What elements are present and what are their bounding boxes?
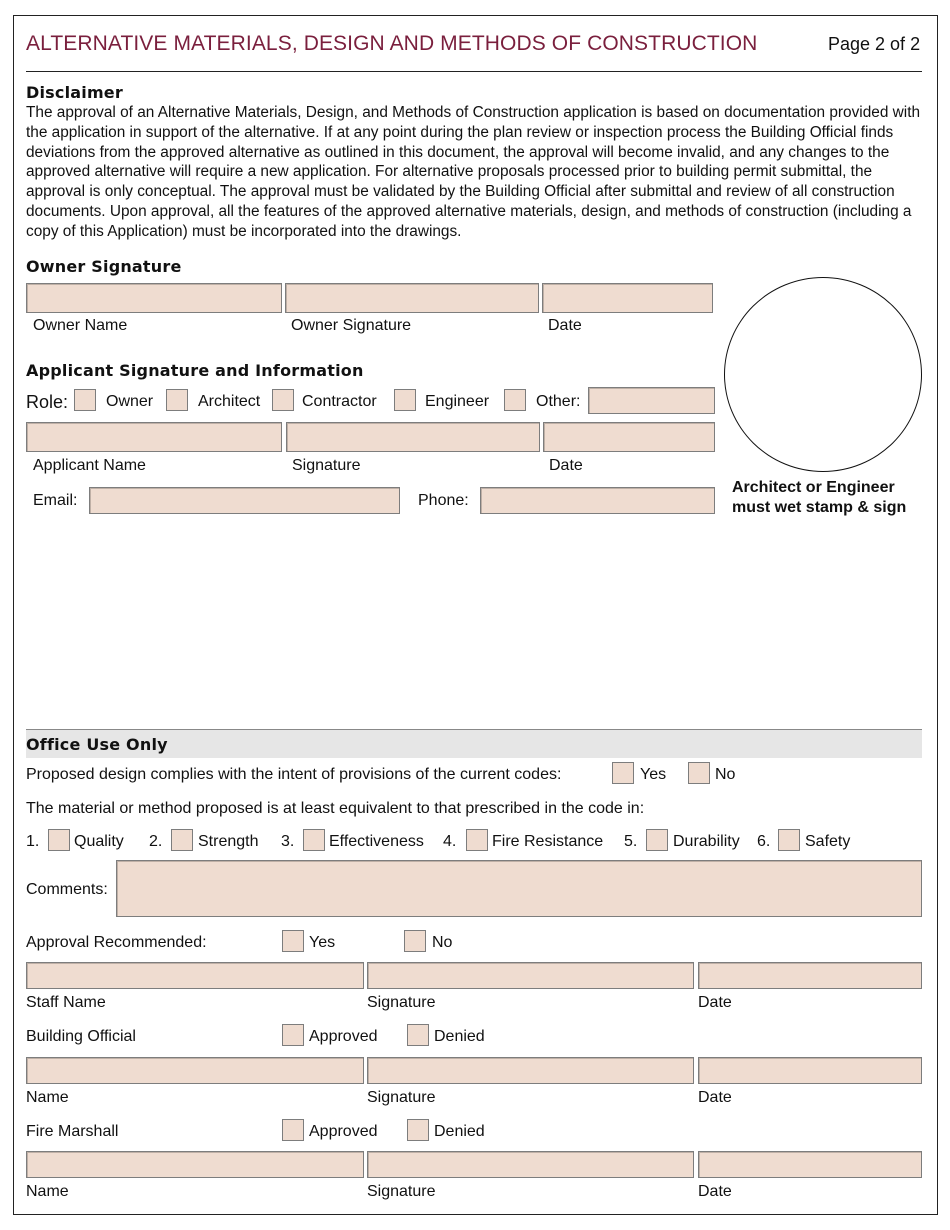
criterion-num-3: 3. — [281, 833, 295, 850]
criterion-effectiveness-checkbox[interactable] — [303, 829, 325, 851]
fm-denied-label: Denied — [434, 1123, 485, 1140]
fire-marshall-label: Fire Marshall — [26, 1123, 119, 1140]
criterion-fire-resistance-label: Fire Resistance — [492, 833, 604, 850]
complies-no-checkbox[interactable] — [688, 762, 710, 784]
owner-signature-label: Owner Signature — [291, 317, 412, 334]
staff-signature-label: Signature — [367, 994, 436, 1011]
stamp-line-1: Architect or Engineer — [732, 479, 895, 496]
bo-approved-checkbox[interactable] — [282, 1024, 304, 1046]
bo-approved-label: Approved — [309, 1028, 378, 1045]
role-architect-label: Architect — [198, 393, 261, 410]
complies-yes-checkbox[interactable] — [612, 762, 634, 784]
equivalent-text: The material or method proposed is at least equivalent to that prescribed in the code in: — [26, 800, 645, 817]
staff-signature-field[interactable] — [367, 962, 694, 989]
email-label: Email: — [33, 492, 78, 509]
bo-date-label: Date — [698, 1089, 732, 1106]
applicant-signature-label: Signature — [292, 457, 361, 474]
applicant-date-field[interactable] — [543, 422, 715, 452]
owner-signature-heading: Owner Signature — [26, 257, 182, 276]
comments-label: Comments: — [26, 881, 108, 898]
bo-signature-label: Signature — [367, 1089, 436, 1106]
criterion-durability-label: Durability — [673, 833, 740, 850]
role-architect-checkbox[interactable] — [166, 389, 188, 411]
owner-name-field[interactable] — [26, 283, 282, 313]
fm-signature-label: Signature — [367, 1183, 436, 1200]
applicant-name-field[interactable] — [26, 422, 282, 452]
fm-signature-field[interactable] — [367, 1151, 694, 1178]
staff-date-field[interactable] — [698, 962, 922, 989]
stamp-instructions — [732, 478, 906, 518]
role-owner-label: Owner — [106, 393, 154, 410]
bo-name-field[interactable] — [26, 1057, 364, 1084]
criterion-durability-checkbox[interactable] — [646, 829, 668, 851]
bo-name-label: Name — [26, 1089, 69, 1106]
approval-recommended-label: Approval Recommended: — [26, 934, 207, 951]
criterion-num-5: 5. — [624, 833, 638, 850]
fm-approved-label: Approved — [309, 1123, 378, 1140]
owner-signature-field[interactable] — [285, 283, 539, 313]
phone-label: Phone: — [418, 492, 469, 509]
role-other-checkbox[interactable] — [504, 389, 526, 411]
bo-denied-checkbox[interactable] — [407, 1024, 429, 1046]
fm-approved-checkbox[interactable] — [282, 1119, 304, 1141]
owner-name-label: Owner Name — [33, 317, 128, 334]
fm-name-label: Name — [26, 1183, 69, 1200]
criterion-quality-checkbox[interactable] — [48, 829, 70, 851]
page-number: Page 2 of 2 — [828, 34, 921, 54]
disclaimer-heading: Disclaimer — [26, 83, 123, 102]
owner-date-label: Date — [548, 317, 582, 334]
office-use-band — [26, 729, 922, 758]
fm-name-field[interactable] — [26, 1151, 364, 1178]
criterion-strength-label: Strength — [198, 833, 259, 850]
email-field[interactable] — [89, 487, 400, 514]
bo-date-field[interactable] — [698, 1057, 922, 1084]
header-divider — [26, 71, 922, 72]
role-engineer-checkbox[interactable] — [394, 389, 416, 411]
complies-yes-label: Yes — [640, 766, 667, 783]
bo-denied-label: Denied — [434, 1028, 485, 1045]
approval-yes-checkbox[interactable] — [282, 930, 304, 952]
bo-signature-field[interactable] — [367, 1057, 694, 1084]
office-use-heading: Office Use Only — [26, 735, 168, 754]
approval-yes-label: Yes — [309, 934, 336, 951]
criterion-safety-label: Safety — [805, 833, 851, 850]
approval-no-checkbox[interactable] — [404, 930, 426, 952]
phone-field[interactable] — [480, 487, 715, 514]
role-contractor-checkbox[interactable] — [272, 389, 294, 411]
fm-date-label: Date — [698, 1183, 732, 1200]
role-other-field[interactable] — [588, 387, 715, 414]
criterion-safety-checkbox[interactable] — [778, 829, 800, 851]
criterion-fire-resistance-checkbox[interactable] — [466, 829, 488, 851]
approval-no-label: No — [432, 934, 453, 951]
disclaimer-text: The approval of an Alternative Materials, Design, and Methods of Construction application is based on documentation provided with the application in support of the alternative. If at any point during the plan review or inspection process the Building Official finds deviations from the approved alternative as outlined in this document, the approval will become invalid, and any changes to the approved alternative will require a new application. For alternative proposals processed prior to building permit submittal, the approval is only conceptual. The approval must be validated by the Building Official after submittal and review of all construction documents. Upon approval, all the features of the approved alternative materials, design, and methods of construction (including a copy of this Application) must be incorporated into the drawings. — [26, 104, 921, 240]
staff-name-field[interactable] — [26, 962, 364, 989]
complies-text: Proposed design complies with the intent of provisions of the current codes: — [26, 766, 562, 783]
criterion-num-2: 2. — [149, 833, 163, 850]
building-official-label: Building Official — [26, 1028, 136, 1045]
stamp-line-2: must wet stamp & sign — [732, 499, 907, 516]
criterion-num-6: 6. — [757, 833, 771, 850]
role-other-label: Other: — [536, 393, 581, 410]
applicant-heading: Applicant Signature and Information — [26, 361, 364, 380]
role-engineer-label: Engineer — [425, 393, 490, 410]
complies-no-label: No — [715, 766, 736, 783]
role-owner-checkbox[interactable] — [74, 389, 96, 411]
criterion-strength-checkbox[interactable] — [171, 829, 193, 851]
criterion-num-1: 1. — [26, 833, 40, 850]
staff-name-label: Staff Name — [26, 994, 106, 1011]
applicant-date-label: Date — [549, 457, 583, 474]
fm-denied-checkbox[interactable] — [407, 1119, 429, 1141]
owner-date-field[interactable] — [542, 283, 713, 313]
role-label: Role: — [26, 392, 69, 412]
applicant-signature-field[interactable] — [286, 422, 540, 452]
applicant-name-label: Applicant Name — [33, 457, 146, 474]
role-contractor-label: Contractor — [302, 393, 377, 410]
criterion-effectiveness-label: Effectiveness — [329, 833, 424, 850]
criterion-num-4: 4. — [443, 833, 457, 850]
stamp-circle — [724, 277, 922, 472]
staff-date-label: Date — [698, 994, 732, 1011]
form-title: ALTERNATIVE MATERIALS, DESIGN AND METHODS OF CONSTRUCTION — [26, 32, 758, 55]
comments-field[interactable] — [116, 860, 922, 917]
fm-date-field[interactable] — [698, 1151, 922, 1178]
criterion-quality-label: Quality — [74, 833, 124, 850]
